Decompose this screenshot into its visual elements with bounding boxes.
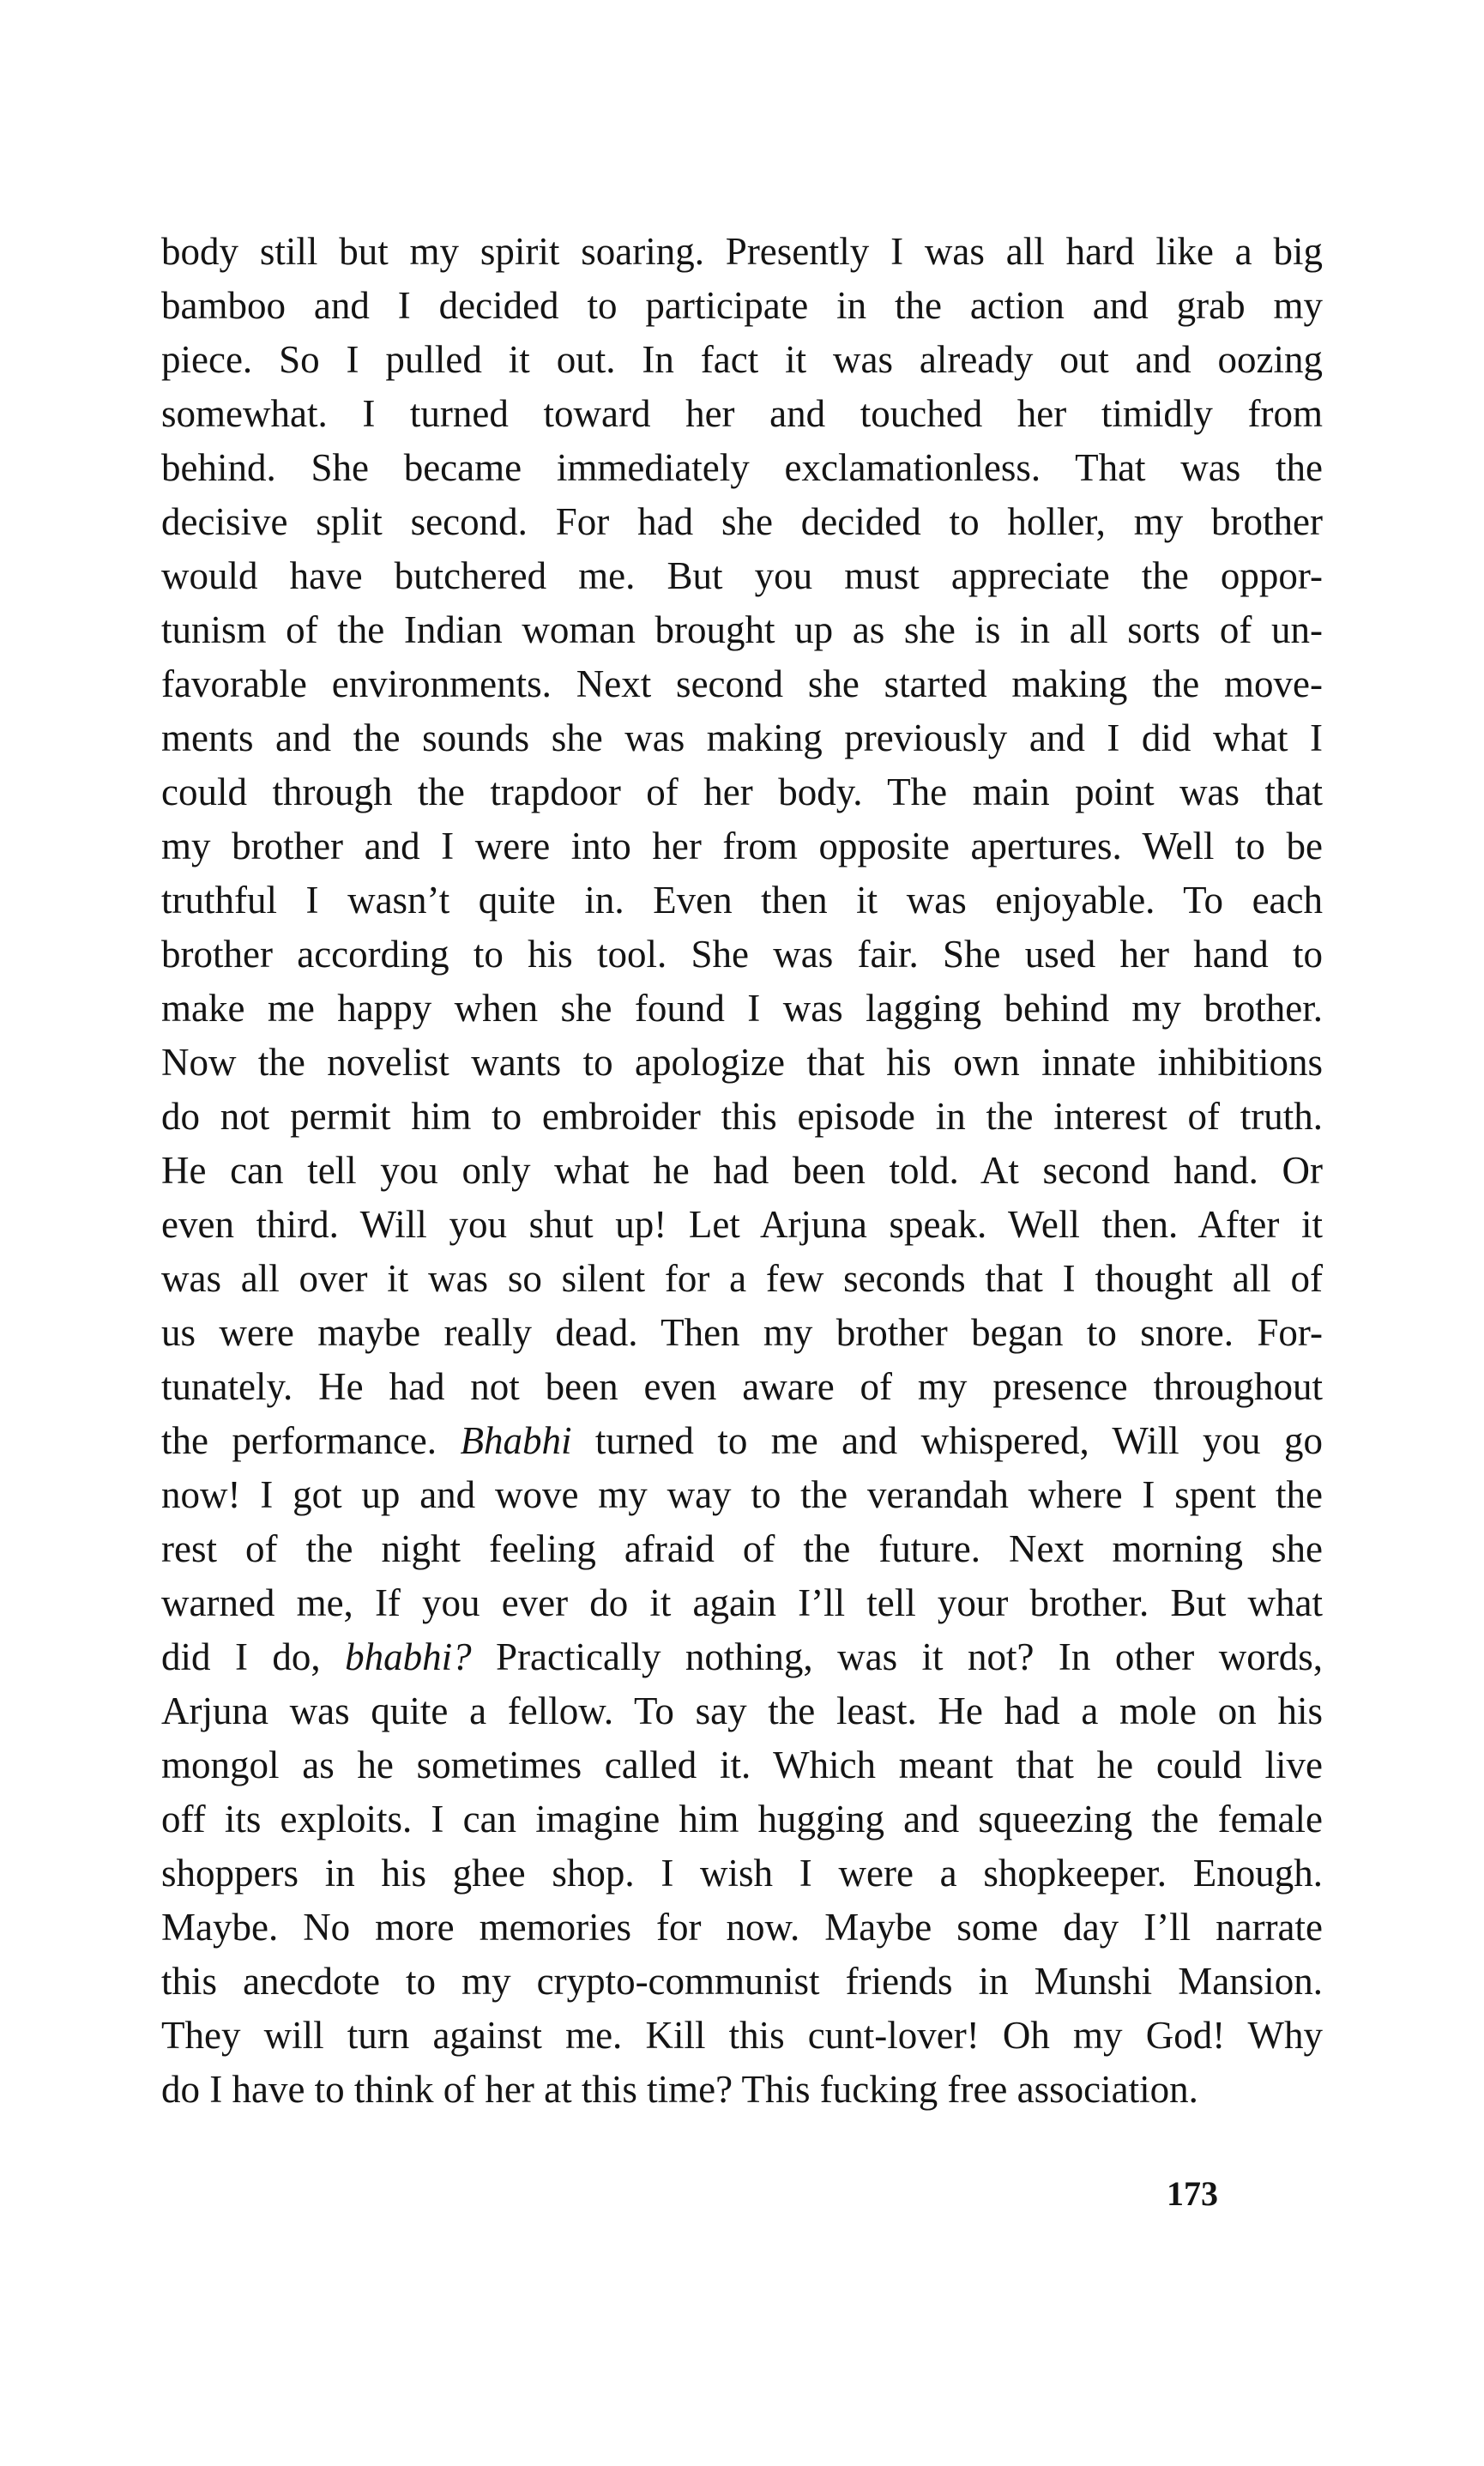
text-run: could through the trapdoor of her body. The main point was that: [161, 771, 1323, 813]
text-line: [161, 441, 1323, 495]
text-line: [161, 1576, 1323, 1630]
text-run: somewhat. I turned toward her and touched her timidly from: [161, 392, 1323, 435]
text-line: [161, 1846, 1323, 1901]
text-run: tunately. He had not been even aware of my presence throughout: [161, 1365, 1323, 1408]
text-line: [161, 495, 1323, 549]
text-run: rest of the night feeling afraid of the future. Next morning she: [161, 1527, 1323, 1570]
text-line: [161, 1036, 1323, 1090]
text-run: my brother and I were into her from opposite apertures. Well to be: [161, 825, 1323, 867]
text-line: [161, 765, 1323, 819]
italic-text: Bhabhi: [460, 1419, 572, 1462]
text-line: [161, 711, 1323, 765]
text-run: did I do,: [161, 1635, 346, 1678]
text-run: turned to me and whispered, Will you go: [571, 1419, 1323, 1462]
text-line: [161, 1792, 1323, 1846]
text-line: [161, 333, 1323, 387]
text-run: us were maybe really dead. Then my brother began to snore. For-: [161, 1311, 1323, 1354]
text-run: would have butchered me. But you must appreciate the oppor-: [161, 554, 1323, 597]
text-line: [161, 549, 1323, 603]
text-line: [161, 279, 1323, 333]
text-line: [161, 1684, 1323, 1738]
text-run: piece. So I pulled it out. In fact it was already out and oozing: [161, 338, 1323, 381]
text-line: [161, 225, 1323, 279]
text-run: tunism of the Indian woman brought up as she is in all sorts of un-: [161, 608, 1323, 651]
text-run: They will turn against me. Kill this cunt-lover! Oh my God! Why: [161, 2014, 1323, 2057]
text-line: [161, 1144, 1323, 1198]
text-run: truthful I wasn’t quite in. Even then it was enjoyable. To each: [161, 879, 1323, 922]
text-run: make me happy when she found I was lagging behind my brother.: [161, 987, 1323, 1030]
text-line: [161, 1901, 1323, 1955]
page-number: 173: [1167, 2174, 1218, 2213]
text-run: He can tell you only what he had been told. At second hand. Or: [161, 1149, 1323, 1192]
text-line: [161, 387, 1323, 441]
text-line: [161, 1630, 1323, 1684]
text-line: [161, 1360, 1323, 1414]
text-line: [161, 819, 1323, 873]
text-run: off its exploits. I can imagine him hugging and squeezing the female: [161, 1798, 1323, 1840]
text-run: decisive split second. For had she decided to holler, my brother: [161, 500, 1323, 543]
text-line: [161, 928, 1323, 982]
text-run: now! I got up and wove my way to the verandah where I spent the: [161, 1473, 1323, 1516]
text-run: warned me, If you ever do it again I’ll tell your brother. But what: [161, 1581, 1323, 1624]
text-line: [161, 603, 1323, 657]
text-line: [161, 1738, 1323, 1792]
text-run: brother according to his tool. She was fair. She used her hand to: [161, 933, 1323, 976]
italic-text: bhabhi?: [345, 1635, 472, 1678]
text-line: [161, 1252, 1323, 1306]
text-line: [161, 2009, 1323, 2063]
text-line: [161, 1306, 1323, 1360]
text-line: [161, 1090, 1323, 1144]
text-run: even third. Will you shut up! Let Arjuna speak. Well then. After it: [161, 1203, 1323, 1246]
text-line: [161, 657, 1323, 711]
text-line: [161, 982, 1323, 1036]
text-line: [161, 1955, 1323, 2009]
text-run: behind. She became immediately exclamationless. That was the: [161, 446, 1323, 489]
text-run: Now the novelist wants to apologize that his own innate inhibitions: [161, 1041, 1323, 1084]
text-run: shoppers in his ghee shop. I wish I were a shopkeeper. Enough.: [161, 1852, 1323, 1895]
text-run: bamboo and I decided to participate in the action and grab my: [161, 284, 1323, 327]
text-run: the performance.: [161, 1419, 461, 1462]
text-run: Arjuna was quite a fellow. To say the least. He had a mole on his: [161, 1689, 1323, 1732]
text-run: body still but my spirit soaring. Presently I was all hard like a big: [161, 230, 1323, 273]
text-line: [161, 1198, 1323, 1252]
text-run: favorable environments. Next second she started making the move-: [161, 662, 1323, 705]
text-run: ments and the sounds she was making previously and I did what I: [161, 716, 1323, 759]
text-run: do not permit him to embroider this episode in the interest of truth.: [161, 1095, 1323, 1138]
text-line: [161, 1522, 1323, 1576]
body-text: [161, 225, 1323, 2117]
text-line: [161, 1468, 1323, 1522]
text-run: mongol as he sometimes called it. Which meant that he could live: [161, 1744, 1323, 1786]
text-run: Practically nothing, was it not? In other words,: [471, 1635, 1323, 1678]
text-line: [161, 2063, 1323, 2117]
text-line: [161, 1414, 1323, 1468]
text-line: [161, 873, 1323, 928]
text-run: Maybe. No more memories for now. Maybe some day I’ll narrate: [161, 1906, 1323, 1949]
text-run: this anecdote to my crypto-communist friends in Munshi Mansion.: [161, 1960, 1323, 2003]
text-run: do I have to think of her at this time? This fucking free association.: [161, 2068, 1198, 2111]
text-run: was all over it was so silent for a few seconds that I thought all of: [161, 1257, 1323, 1300]
